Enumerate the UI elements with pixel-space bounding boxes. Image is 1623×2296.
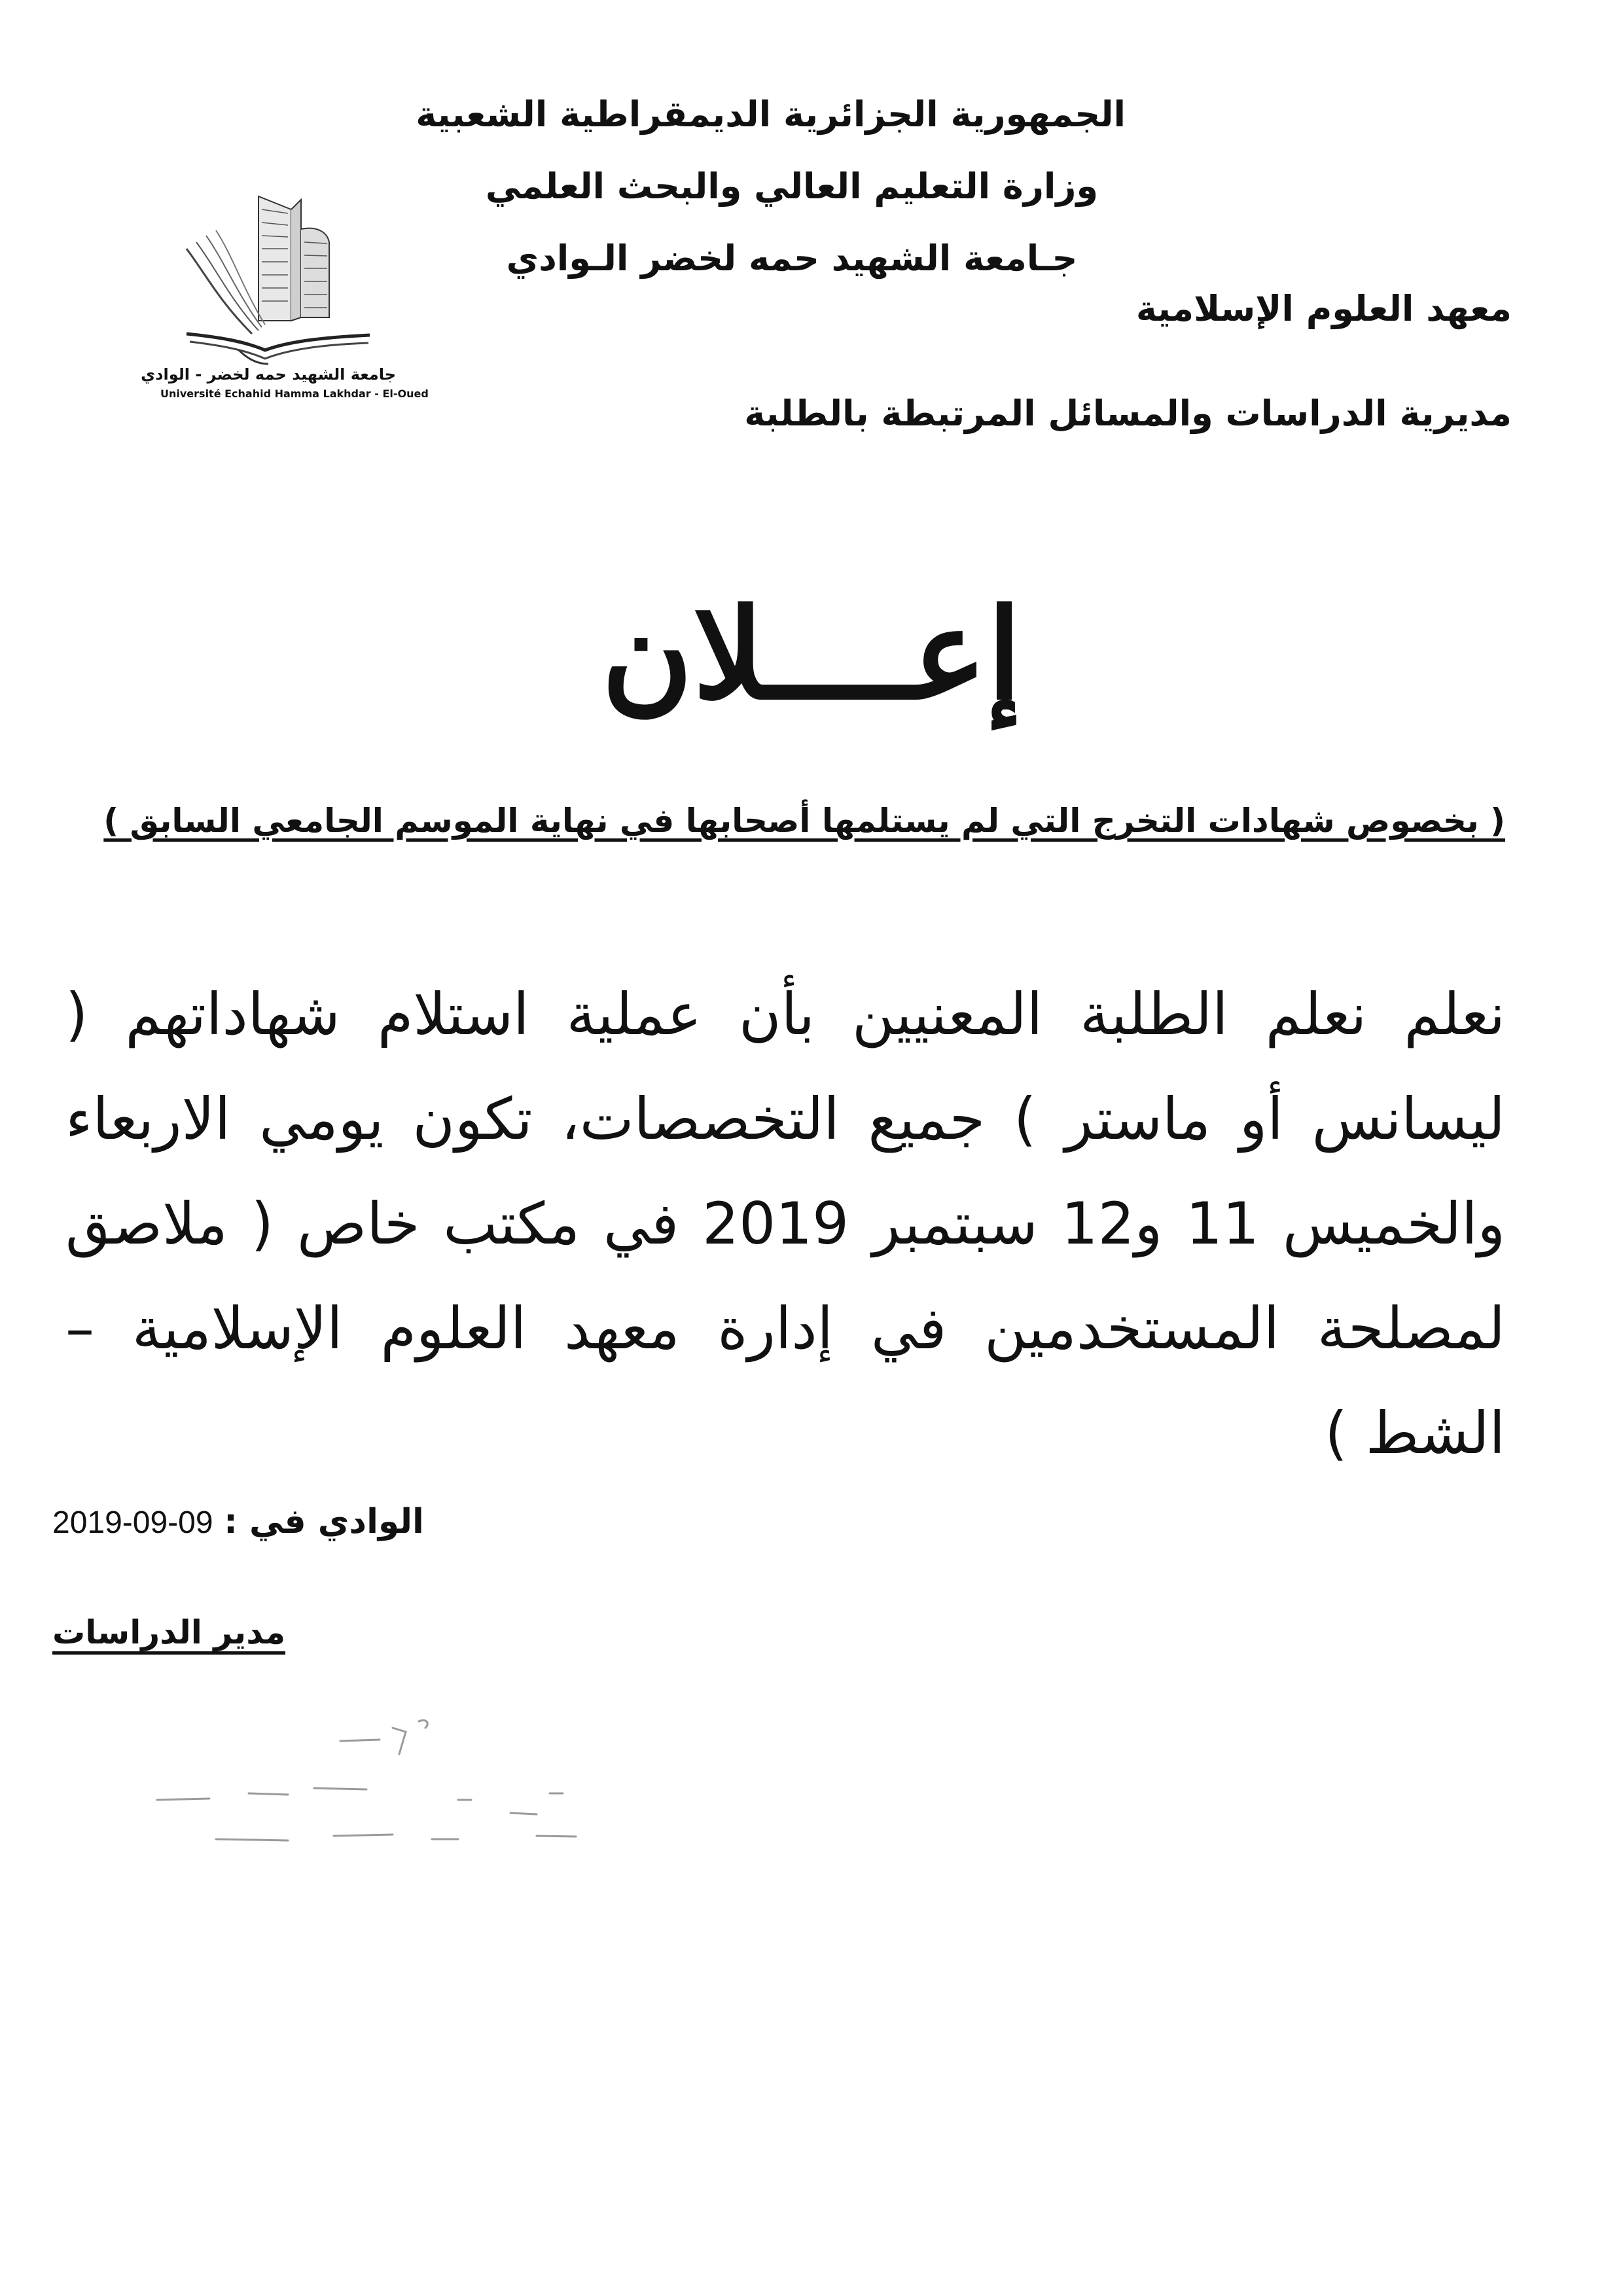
signature <box>118 1702 707 1865</box>
date-label: الوادي في : <box>224 1502 424 1541</box>
announcement-subtitle: ( بخصوص شهادات التخرج التي لم يستلمها أصحابها في نهاية الموسم الجامعي السابق ) <box>103 802 1505 840</box>
official-header <box>416 79 1126 295</box>
announcement-title: إعــــلان <box>601 581 1022 727</box>
logo-caption-french: Université Echahid Hamma Lakhdar - El-Oued <box>160 387 429 400</box>
date-line <box>52 1502 445 1541</box>
announcement-body: نعلم نعلم الطلبة المعنيين بأن عملية استلام شهاداتهم ( ليسانس أو ماستر ) جميع التخصصات، تكون يومي الاربعاء والخميس 11 و12 سبتمبر 2019 في مكتب خاص ( ملاصق لمصلحة المستخدمين في إدارة معهد العلوم الإسلامية – الشط ) <box>65 980 1506 1467</box>
institute-name: معهد العلوم الإسلامية <box>1135 288 1512 329</box>
logo-caption-arabic: جامعة الشهيد حمه لخضر - الوادي <box>141 365 396 384</box>
date-value: 2019-09-09 <box>52 1505 213 1540</box>
director-title: مدير الدراسات <box>52 1613 286 1651</box>
directorate-name: مديرية الدراسات والمسائل المرتبطة بالطلبة <box>744 393 1512 434</box>
header-university: جـامعة الشهيد حمه لخضر الـوادي <box>506 238 1078 279</box>
header-ministry: وزارة التعليم العالي والبحث العلمي <box>485 166 1099 207</box>
header-republic: الجمهورية الجزائرية الديمقراطية الشعبية <box>416 94 1126 135</box>
